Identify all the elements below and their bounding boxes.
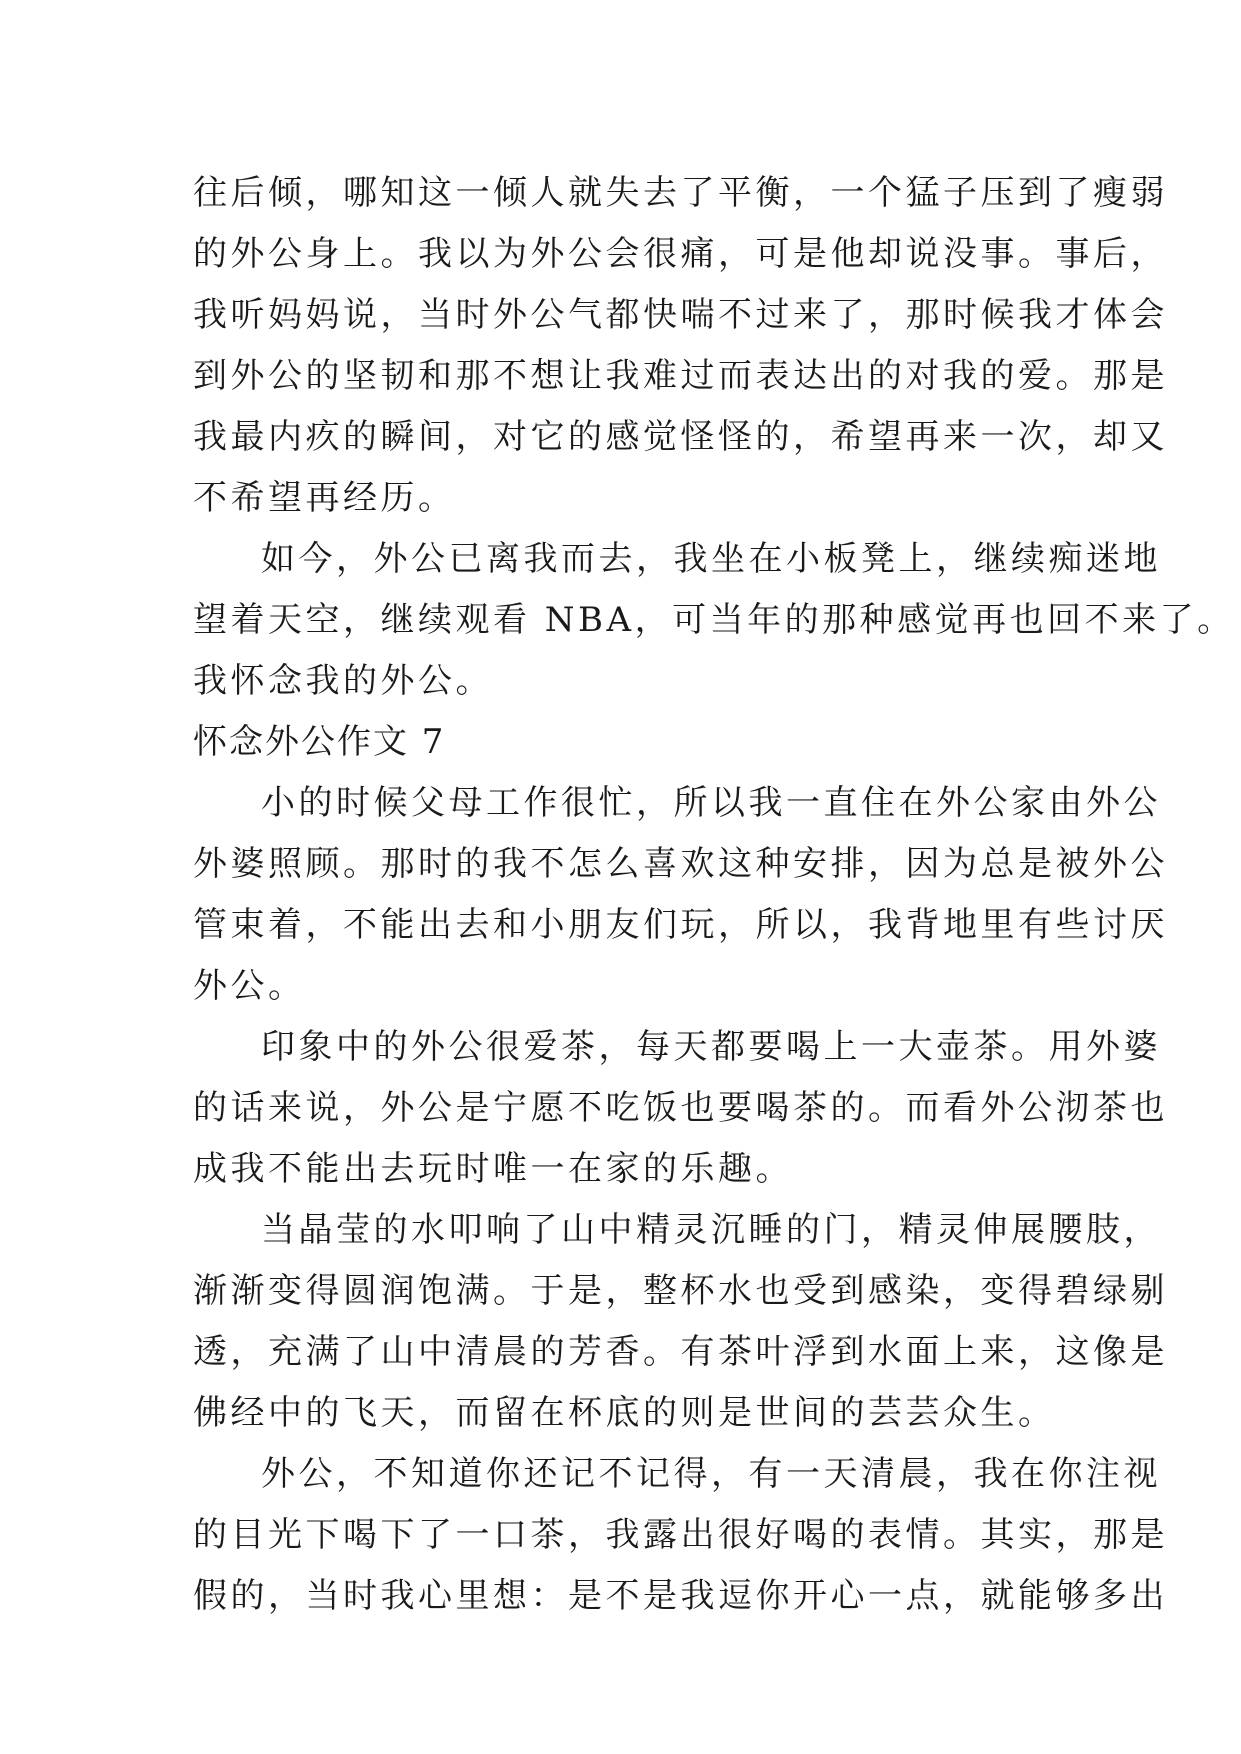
text-line: 透，充满了山中清晨的芳香。有茶叶浮到水面上来，这像是 <box>193 1332 1168 1372</box>
text-line: 假的，当时我心里想：是不是我逗你开心一点，就能够多出 <box>193 1576 1168 1616</box>
text-line: 不希望再经历。 <box>193 478 456 518</box>
text-line: 成我不能出去玩时唯一在家的乐趣。 <box>193 1149 793 1189</box>
text-line: 到外公的坚韧和那不想让我难过而表达出的对我的爱。那是 <box>193 356 1168 396</box>
text-line: 我怀念我的外公。 <box>193 661 493 701</box>
section-heading: 怀念外公作文 7 <box>193 722 446 762</box>
text-line: 佛经中的飞天，而留在杯底的则是世间的芸芸众生。 <box>193 1393 1056 1433</box>
text-line: 外公。 <box>193 966 306 1006</box>
document-body <box>193 163 1235 1627</box>
text-line: 望着天空，继续观看 NBA，可当年的那种感觉再也回不来了。 <box>193 600 1235 640</box>
text-line: 渐渐变得圆润饱满。于是，整杯水也受到感染，变得碧绿剔 <box>193 1271 1168 1311</box>
text-line: 我听妈妈说，当时外公气都快喘不过来了，那时候我才体会 <box>193 295 1168 335</box>
text-line: 往后倾，哪知这一倾人就失去了平衡，一个猛子压到了瘦弱 <box>193 173 1168 213</box>
text-line: 的外公身上。我以为外公会很痛，可是他却说没事。事后， <box>193 234 1168 274</box>
text-line: 外婆照顾。那时的我不怎么喜欢这种安排，因为总是被外公 <box>193 844 1168 884</box>
text-line: 印象中的外公很爱茶，每天都要喝上一大壶茶。用外婆 <box>261 1027 1161 1067</box>
text-line: 外公，不知道你还记不记得，有一天清晨，我在你注视 <box>261 1454 1161 1494</box>
text-line: 管束着，不能出去和小朋友们玩，所以，我背地里有些讨厌 <box>193 905 1168 945</box>
text-line: 小的时候父母工作很忙，所以我一直住在外公家由外公 <box>261 783 1161 823</box>
text-line: 当晶莹的水叩响了山中精灵沉睡的门，精灵伸展腰肢， <box>261 1210 1161 1250</box>
text-line: 的目光下喝下了一口茶，我露出很好喝的表情。其实，那是 <box>193 1515 1168 1555</box>
text-line: 的话来说，外公是宁愿不吃饭也要喝茶的。而看外公沏茶也 <box>193 1088 1168 1128</box>
text-line: 如今，外公已离我而去，我坐在小板凳上，继续痴迷地 <box>261 539 1161 579</box>
text-line: 我最内疚的瞬间，对它的感觉怪怪的，希望再来一次，却又 <box>193 417 1168 457</box>
